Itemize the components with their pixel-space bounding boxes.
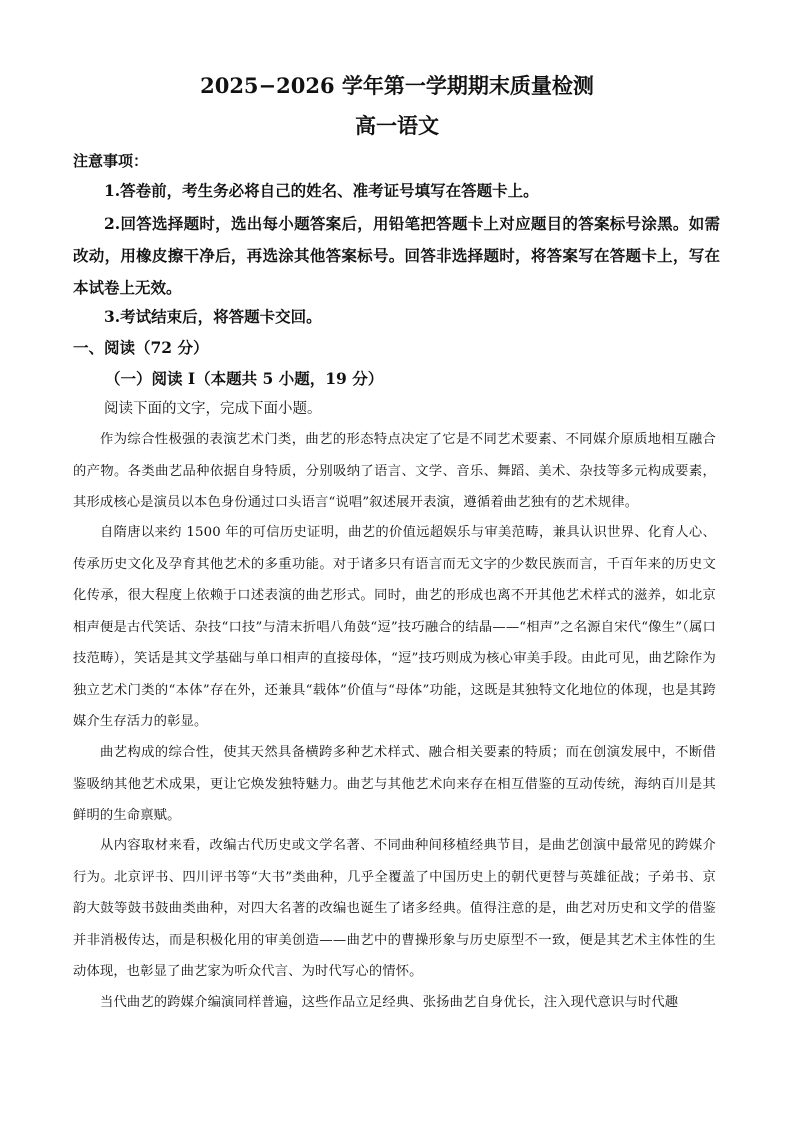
passage-paragraph-5: 当代曲艺的跨媒介编演同样普遍，这些作品立足经典、张扬曲艺自身优长，注入现代意识与时代趣 (100, 995, 679, 1010)
notice-heading: 注意事项： (73, 152, 149, 170)
notice-item-2: 2.回答选择题时，选出每小题答案后，用铅笔把答题卡上对应题目的答案标号涂黑。如需改动，用橡皮擦干净后，再选涂其他答案标号。回答非选择题时，将答案写在答题卡上，写在本试卷上无效。 (73, 214, 720, 297)
section-title: 一、阅读（72 分） (73, 338, 209, 357)
notice-item-3: 3.考试结束后，将答题卡交回。 (104, 307, 322, 326)
exam-title: 2025−2026 学年第一学期期末质量检测 (200, 73, 594, 98)
subsection-title: （一）阅读 I（本题共 5 小题，19 分） (105, 369, 384, 388)
passage-paragraph-4: 从内容取材来看，改编古代历史或文学名著、不同曲种间移植经典节目，是曲艺创演中最常见的跨媒介行为。北京评书、四川评书等“大书”类曲种，几乎全覆盖了中国历史上的朝代更替与英雄征战；子弟书、京韵大鼓等鼓书鼓曲类曲种，对四大名著的改编也诞生了诸多经典。值得注意的是，曲艺对历史和文学的借鉴并非消极传达，而是积极化用的审美创造——曲艺中的曹操形象与历史原型不一致，便是其艺术主体性的生动体现，也彰显了曲艺家为听众代言、为时代写心的情怀。 (73, 838, 716, 979)
reading-instruction: 阅读下面的文字，完成下面小题。 (104, 401, 322, 417)
passage-paragraph-2: 自隋唐以来约 1500 年的可信历史证明，曲艺的价值远超娱乐与审美范畴，兼具认识世界、化育人心、传承历史文化及孕育其他艺术的多重功能。对于诸多只有语言而无文字的少数民族而言，千百年来的历史文化传承，很大程度上依赖于口述表演的曲艺形式。同时，曲艺的形成也离不开其他艺术样式的滋养，如北京相声便是古代笑话、杂技“口技”与清末折唱八角鼓“逗”技巧融合的结晶——“相声”之名源自宋代“像生”（属口技范畴），笑话是其文学基础与单口相声的直接母体，“逗”技巧则成为核心审美手段。由此可见，曲艺除作为独立艺术门类的“本体”存在外，还兼具“载体”价值与“母体”功能，这既是其独特文化地位的体现，也是其跨媒介生存活力的彰显。 (73, 525, 716, 729)
exam-subtitle: 高一语文 (355, 113, 439, 138)
passage-paragraph-3: 曲艺构成的综合性，使其天然具备横跨多种艺术样式、融合相关要素的特质；而在创演发展中，不断借鉴吸纳其他艺术成果，更让它焕发独特魅力。曲艺与其他艺术向来存在相互借鉴的互动传统，海纳百川是其鲜明的生命禀赋。 (73, 745, 716, 823)
notice-item-1: 1.答卷前，考生务必将自己的姓名、准考证号填写在答题卡上。 (104, 181, 539, 200)
passage-paragraph-1: 作为综合性极强的表演艺术门类，曲艺的形态特点决定了它是不同艺术要素、不同媒介原质地相互融合的产物。各类曲艺品种依据自身特质，分别吸纳了语言、文学、音乐、舞蹈、美术、杂技等多元构成要素，其形成核心是演员以本色身份通过口头语言“说唱”叙述展开表演，遵循着曲艺独有的艺术规律。 (73, 432, 716, 510)
